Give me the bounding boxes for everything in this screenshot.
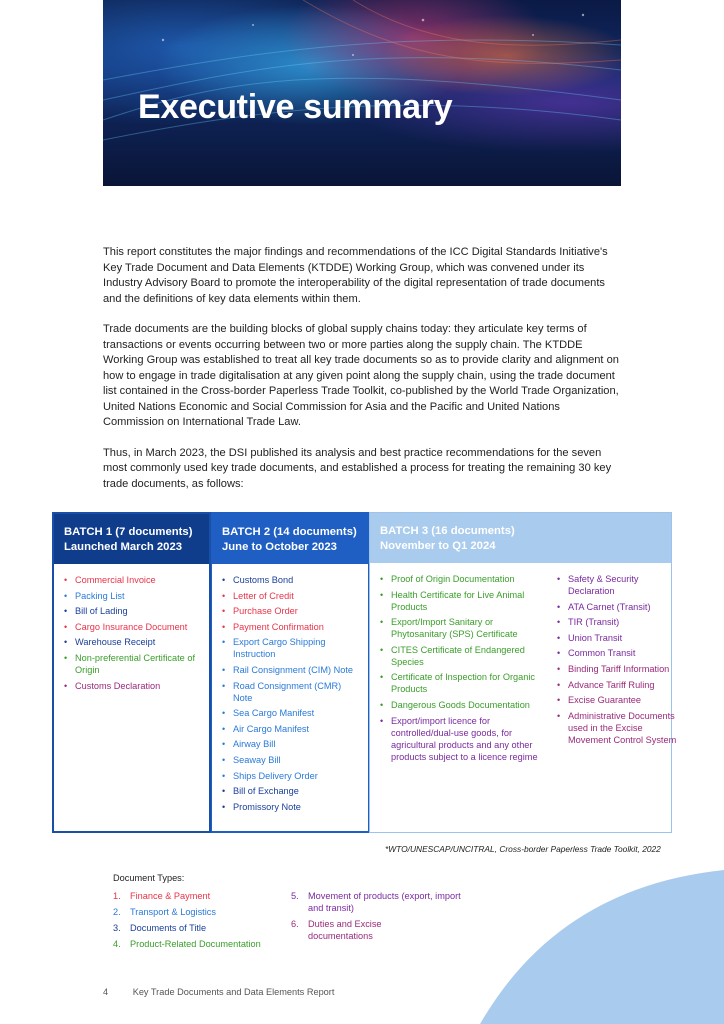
document-list-item: • ATA Carnet (Transit)	[557, 601, 683, 613]
hero-banner	[103, 0, 621, 186]
document-list-item: • Ships Delivery Order	[222, 770, 362, 782]
document-list-item: • TIR (Transit)	[557, 616, 683, 628]
batch-table	[52, 512, 677, 833]
document-list-item: • Excise Guarantee	[557, 694, 683, 706]
document-type-number: 5.	[291, 891, 299, 901]
document-list-item: • Union Transit	[557, 632, 683, 644]
document-list-item: • Payment Confirmation	[222, 621, 362, 633]
batch-3-list-b	[547, 563, 689, 749]
batch-2-title: BATCH 2 (14 documents)	[222, 526, 357, 538]
intro-paragraph-2: Trade documents are the building blocks of global supply chains today: they articulate key terms of transactions or events occurring between two or more parties along the supply chain. The KTDDE Working Group was established to treat all key trade documents so as to provide clarity and alignment on how to engage in trade digitalisation at any given point along the supply chain, using the trade document list contained in the Cross-border Paperless Trade Toolkit, co-published by the World Trade Organization, United Nations Economic and Social Commission for Asia and the Pacific and United Nations Commission on International Trade Law.	[103, 323, 619, 428]
document-list-item: • Bill of Lading	[64, 605, 203, 617]
document-list-item: • Warehouse Receipt	[64, 636, 203, 648]
document-list-item: • Advance Tariff Ruling	[557, 679, 683, 691]
report-title: Key Trade Documents and Data Elements Report	[132, 987, 335, 997]
intro-paragraph-3: Thus, in March 2023, the DSI published its analysis and best practice recommendations for the seven most commonly used key trade documents, and established a process for treating the remaining 30 key trade documents, as follows:	[103, 446, 612, 490]
page-title: Executive summary	[138, 88, 453, 126]
footnote: *WTO/UNESCAP/UNCITRAL, Cross-border Paperless Trade Toolkit, 2022	[385, 844, 661, 854]
document-list-item: • Commercial Invoice	[64, 574, 203, 586]
batch-3-list-a	[370, 563, 556, 766]
batch-3-subtitle: November to Q1 2024	[380, 540, 496, 552]
document-type-item	[291, 918, 421, 942]
batch-3-header	[370, 513, 671, 563]
document-list-item: • Airway Bill	[222, 738, 362, 750]
document-type-label: Finance & Payment	[130, 891, 211, 901]
batch-2-subtitle: June to October 2023	[222, 541, 337, 553]
intro-paragraph-1: This report constitutes the major findings and recommendations of the ICC Digital Standards Initiative's Key Trade Document and Data Elements (KTDDE) Working Group, which was convened under its Industry Advisory Board to promote the interoperability of the digital representation of trade documents and the definitions of key data elements within them.	[103, 246, 608, 305]
document-list-item: • Common Transit	[557, 647, 683, 659]
document-list-item: • Packing List	[64, 590, 203, 602]
document-list-item: • Letter of Credit	[222, 590, 362, 602]
document-list-item: • Proof of Origin Documentation	[380, 573, 550, 585]
document-list-item: • Bill of Exchange	[222, 785, 362, 797]
document-list-item: • CITES Certificate of Endangered Species	[380, 644, 550, 668]
document-list-item: • Binding Tariff Information	[557, 663, 683, 675]
decorative-corner-shape	[480, 860, 724, 1024]
document-list-item: • Purchase Order	[222, 605, 362, 617]
document-list-item: • Safety & Security Declaration	[557, 573, 683, 597]
document-list-item: • Non-preferential Certificate of Origin	[64, 652, 203, 676]
batch-1-header	[54, 514, 209, 564]
document-type-number: 2.	[113, 907, 121, 917]
document-list-item: • Cargo Insurance Document	[64, 621, 203, 633]
document-types-legend	[113, 872, 473, 949]
document-list-item: • Road Consignment (CMR) Note	[222, 680, 362, 704]
document-list-item: • Sea Cargo Manifest	[222, 707, 362, 719]
document-list-item: • Dangerous Goods Documentation	[380, 699, 550, 711]
document-list-item: • Health Certificate for Live Animal Products	[380, 589, 550, 613]
document-type-item	[291, 890, 466, 914]
document-type-label: Duties and Excise documentations	[308, 919, 382, 941]
page-footer	[103, 987, 334, 997]
document-type-number: 3.	[113, 923, 121, 933]
document-list-item: • Export/import licence for controlled/dual-use goods, for agricultural products and any other products subject to a licence regime	[380, 715, 550, 763]
document-list-item: • Administrative Documents used in the Excise Movement Control System	[557, 710, 683, 746]
batch-2-header	[212, 514, 368, 564]
document-type-label: Documents of Title	[130, 923, 207, 933]
batch-1-list	[54, 564, 209, 692]
document-types-title: Document Types:	[113, 873, 185, 883]
document-type-label: Movement of products (export, import and transit)	[308, 891, 461, 913]
document-list-item: • Seaway Bill	[222, 754, 362, 766]
document-list-item: • Customs Bond	[222, 574, 362, 586]
batch-3-title: BATCH 3 (16 documents)	[380, 525, 515, 537]
document-type-label: Product-Related Documentation	[130, 939, 261, 949]
document-list-item: • Customs Declaration	[64, 680, 203, 692]
document-type-number: 6.	[291, 919, 299, 929]
document-type-number: 1.	[113, 891, 121, 901]
batch-1-title: BATCH 1 (7 documents)	[64, 526, 193, 538]
document-type-item	[113, 922, 283, 934]
batch-2-list	[212, 564, 368, 813]
document-list-item: • Certificate of Inspection for Organic Products	[380, 671, 550, 695]
page-number: 4	[103, 987, 109, 997]
batch-3-column	[369, 512, 677, 833]
document-list-item: • Promissory Note	[222, 801, 362, 813]
document-type-label: Transport & Logistics	[130, 907, 216, 917]
document-type-item	[113, 890, 283, 902]
document-list-item: • Export Cargo Shipping Instruction	[222, 636, 362, 660]
document-list-item: • Rail Consignment (CIM) Note	[222, 664, 362, 676]
document-type-number: 4.	[113, 939, 121, 949]
document-type-item	[113, 906, 283, 918]
batch-1-subtitle: Launched March 2023	[64, 541, 183, 553]
batch-1-column	[52, 512, 211, 833]
intro-text	[103, 245, 623, 507]
batch-2-column	[211, 512, 369, 833]
document-type-item	[113, 938, 288, 950]
document-list-item: • Export/Import Sanitary or Phytosanitary (SPS) Certificate	[380, 616, 550, 640]
document-list-item: • Air Cargo Manifest	[222, 723, 362, 735]
